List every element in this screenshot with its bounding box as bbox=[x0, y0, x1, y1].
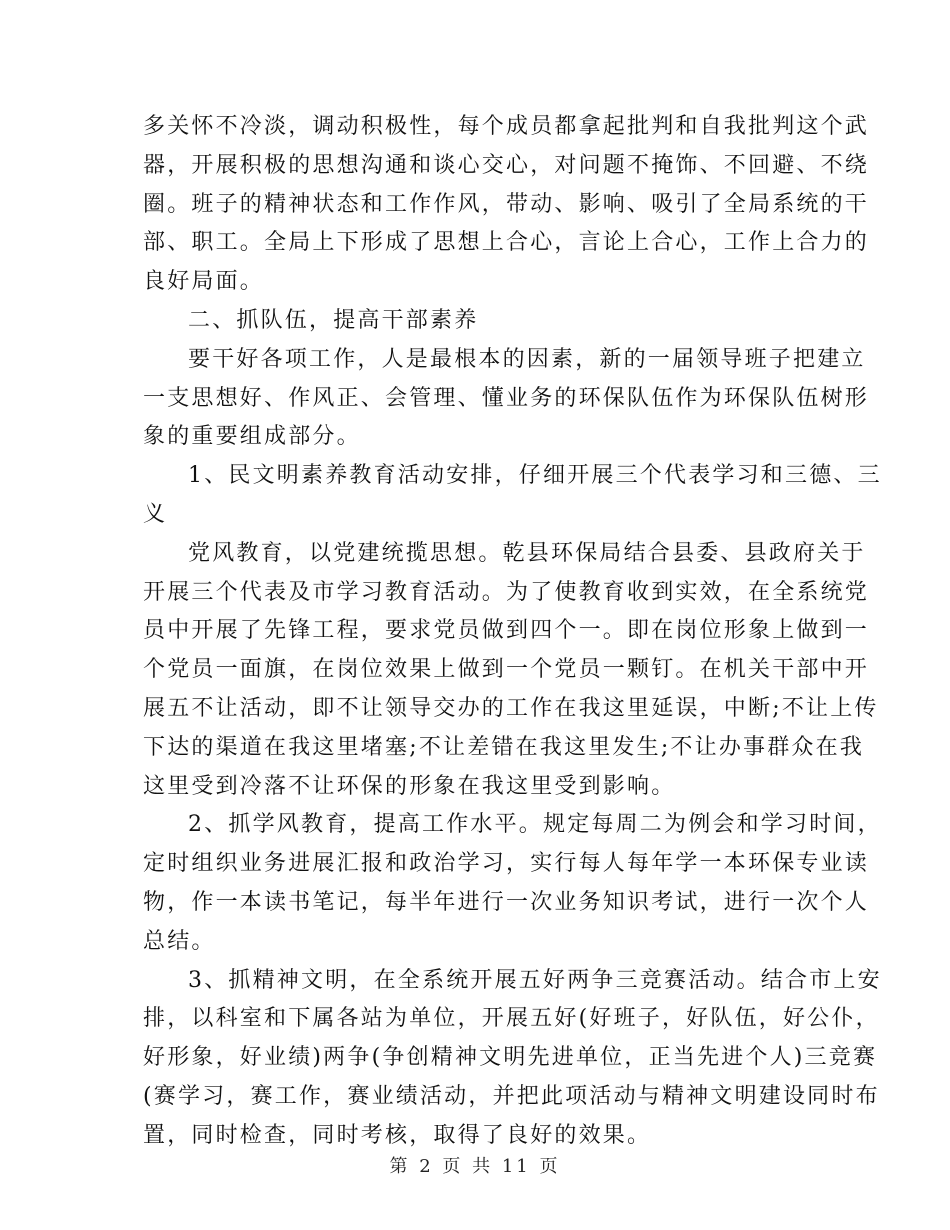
text-line: 部、职工。全局上下形成了思想上合心，言论上合心，工作上合力的 bbox=[143, 230, 870, 256]
text-line: 定时组织业务进展汇报和政治学习，实行每人每年学一本环保专业读 bbox=[143, 851, 870, 877]
text-line: (赛学习，赛工作，赛业绩活动，并把此项活动与精神文明建设同时布 bbox=[143, 1083, 880, 1109]
document-body bbox=[143, 108, 882, 1156]
text-line: 下达的渠道在我这里堵塞;不让差错在我这里发生;不让办事群众在我 bbox=[143, 734, 865, 760]
text-line: 良好局面。 bbox=[143, 269, 265, 295]
text-line: 器，开展积极的思想沟通和谈心交心，对问题不掩饰、不回避、不绕 bbox=[143, 152, 870, 178]
body-text bbox=[143, 108, 882, 1156]
text-line: 3、抓精神文明，在全系统开展五好两争三竞赛活动。结合市上安 bbox=[188, 967, 882, 993]
text-line: 要干好各项工作，人是最根本的因素，新的一届领导班子把建立 bbox=[188, 346, 866, 372]
text-line: 象的重要组成部分。 bbox=[143, 424, 361, 450]
text-line: 圈。班子的精神状态和工作作风，带动、影响、吸引了全局系统的干 bbox=[143, 191, 870, 217]
text-line: 物，作一本读书笔记，每半年进行一次业务知识考试，进行一次个人 bbox=[143, 889, 870, 915]
text-line: 员中开展了先锋工程，要求党员做到四个一。即在岗位形象上做到一 bbox=[143, 618, 870, 644]
text-line: 二、抓队伍，提高干部素养 bbox=[188, 307, 479, 333]
text-line: 好形象，好业绩)两争(争创精神文明先进单位，正当先进个人)三竞赛 bbox=[143, 1045, 878, 1071]
text-line: 一支思想好、作风正、会管理、懂业务的环保队伍作为环保队伍树形 bbox=[143, 385, 870, 411]
text-line: 置，同时检查，同时考核，取得了良好的效果。 bbox=[143, 1122, 652, 1148]
text-line: 2、抓学风教育，提高工作水平。规定每周二为例会和学习时间， bbox=[188, 812, 882, 838]
text-line: 党风教育，以党建统揽思想。乾县环保局结合县委、县政府关于 bbox=[188, 540, 866, 566]
text-line: 个党员一面旗，在岗位效果上做到一个党员一颗钉。在机关干部中开 bbox=[143, 657, 870, 683]
page-number-footer: 第 2 页 共 11 页 bbox=[389, 1156, 561, 1177]
text-line: 多关怀不冷淡，调动积极性，每个成员都拿起批判和自我批判这个武 bbox=[143, 114, 870, 139]
text-line: 展五不让活动，即不让领导交办的工作在我这里延误，中断;不让上传 bbox=[143, 695, 879, 721]
text-line: 这里受到冷落不让环保的形象在我这里受到影响。 bbox=[143, 773, 676, 799]
text-line: 总结。 bbox=[143, 928, 216, 954]
text-line: 开展三个代表及市学习教育活动。为了使教育收到实效，在全系统党 bbox=[143, 579, 870, 605]
text-line: 义 bbox=[143, 501, 168, 527]
text-line: 1、民文明素养教育活动安排，仔细开展三个代表学习和三德、三 bbox=[188, 463, 882, 489]
text-line: 排，以科室和下属各站为单位，开展五好(好班子，好队伍，好公仆， bbox=[143, 1006, 880, 1032]
